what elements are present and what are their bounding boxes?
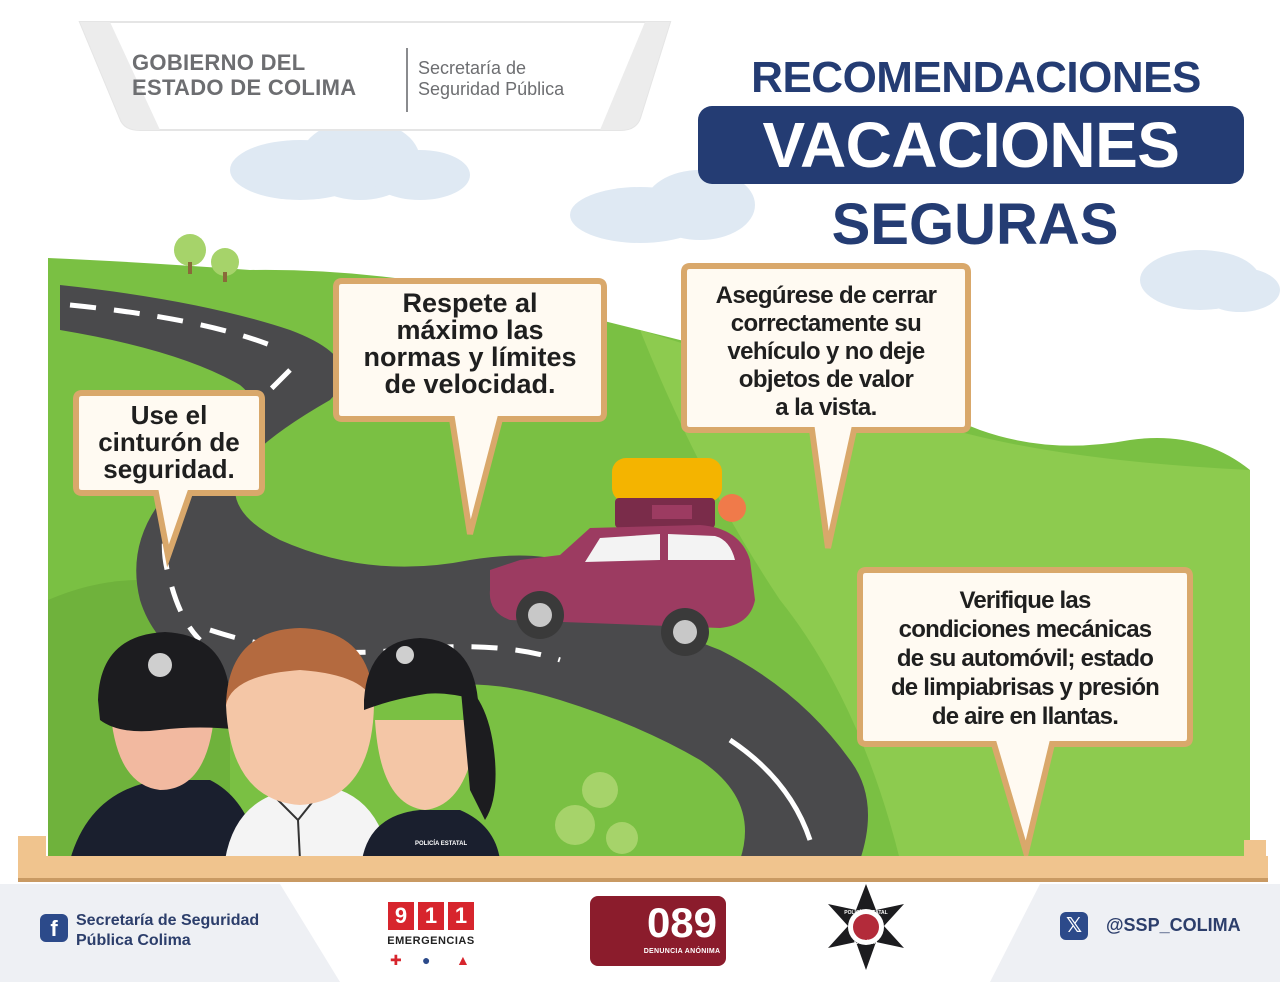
officers-and-citizen	[70, 628, 500, 860]
bubble-line: Respete al	[402, 288, 538, 318]
bubble-line: normas y límites	[363, 342, 577, 372]
police-cap-icon: ●	[422, 952, 431, 968]
agency-name	[418, 58, 618, 100]
digit-1b: 1	[448, 902, 474, 930]
header-divider	[406, 48, 408, 112]
agency-name-line2: Seguridad Pública	[418, 79, 565, 99]
government-name-line1: GOBIERNO DEL	[132, 50, 306, 75]
bubble-seatbelt	[80, 402, 258, 483]
facebook-line2: Pública Colima	[76, 932, 191, 949]
title-line-1: RECOMENDACIONES	[751, 53, 1201, 102]
government-name-line2: ESTADO DE COLIMA	[132, 75, 357, 100]
bubble-mechanical-check	[864, 586, 1186, 731]
facebook-link[interactable]	[76, 911, 296, 951]
bubble-line: correctamente su	[730, 310, 922, 337]
bubble-line: de velocidad.	[384, 369, 556, 399]
bubble-line: Asegúrese de cerrar	[715, 282, 937, 309]
bubble-line: de aire en llantas.	[931, 703, 1119, 730]
vest-label: POLICÍA ESTATAL	[415, 841, 468, 847]
star-label-bottom: COLIMA	[854, 940, 878, 946]
bubble-lock-vehicle	[688, 282, 964, 422]
anonymous-number: 089	[646, 899, 718, 946]
bubble-line: condiciones mecánicas	[898, 616, 1152, 643]
government-name	[132, 50, 402, 100]
title-line-2: VACACIONES	[762, 109, 1180, 181]
fire-icon: ▲	[456, 952, 470, 968]
bubble-line: máximo las	[396, 315, 544, 345]
bubble-line: cinturón de	[98, 427, 240, 457]
star-label-top: POLICÍA ESTATAL	[844, 910, 888, 916]
agency-name-line1: Secretaría de	[418, 58, 527, 78]
bubble-line: Verifique las	[959, 587, 1091, 614]
emergency-label: EMERGENCIAS	[387, 935, 475, 947]
bubble-line: objetos de valor	[738, 366, 914, 393]
anonymous-label: DENUNCIA ANÓNIMA	[643, 948, 721, 955]
bubble-line: seguridad.	[103, 454, 235, 484]
medical-cross-icon: ✚	[390, 952, 402, 968]
digit-9: 9	[388, 902, 414, 930]
bubble-line: a la vista.	[775, 394, 877, 421]
x-handle[interactable]: @SSP_COLIMA	[1106, 915, 1241, 935]
bubble-line: de su automóvil; estado	[896, 645, 1154, 672]
digit-1a: 1	[418, 902, 444, 930]
facebook-icon[interactable]: f	[40, 914, 68, 942]
bubble-line: Use el	[130, 400, 208, 430]
x-twitter-icon[interactable]: 𝕏	[1060, 912, 1088, 940]
bubble-line: vehículo y no deje	[727, 338, 925, 365]
facebook-line1: Secretaría de Seguridad	[76, 912, 260, 929]
title-line-3: SEGURAS	[831, 192, 1119, 257]
emergency-911-logo	[386, 902, 476, 974]
bubble-line: de limpiabrisas y presión	[890, 674, 1160, 701]
bubble-speed	[340, 290, 600, 398]
